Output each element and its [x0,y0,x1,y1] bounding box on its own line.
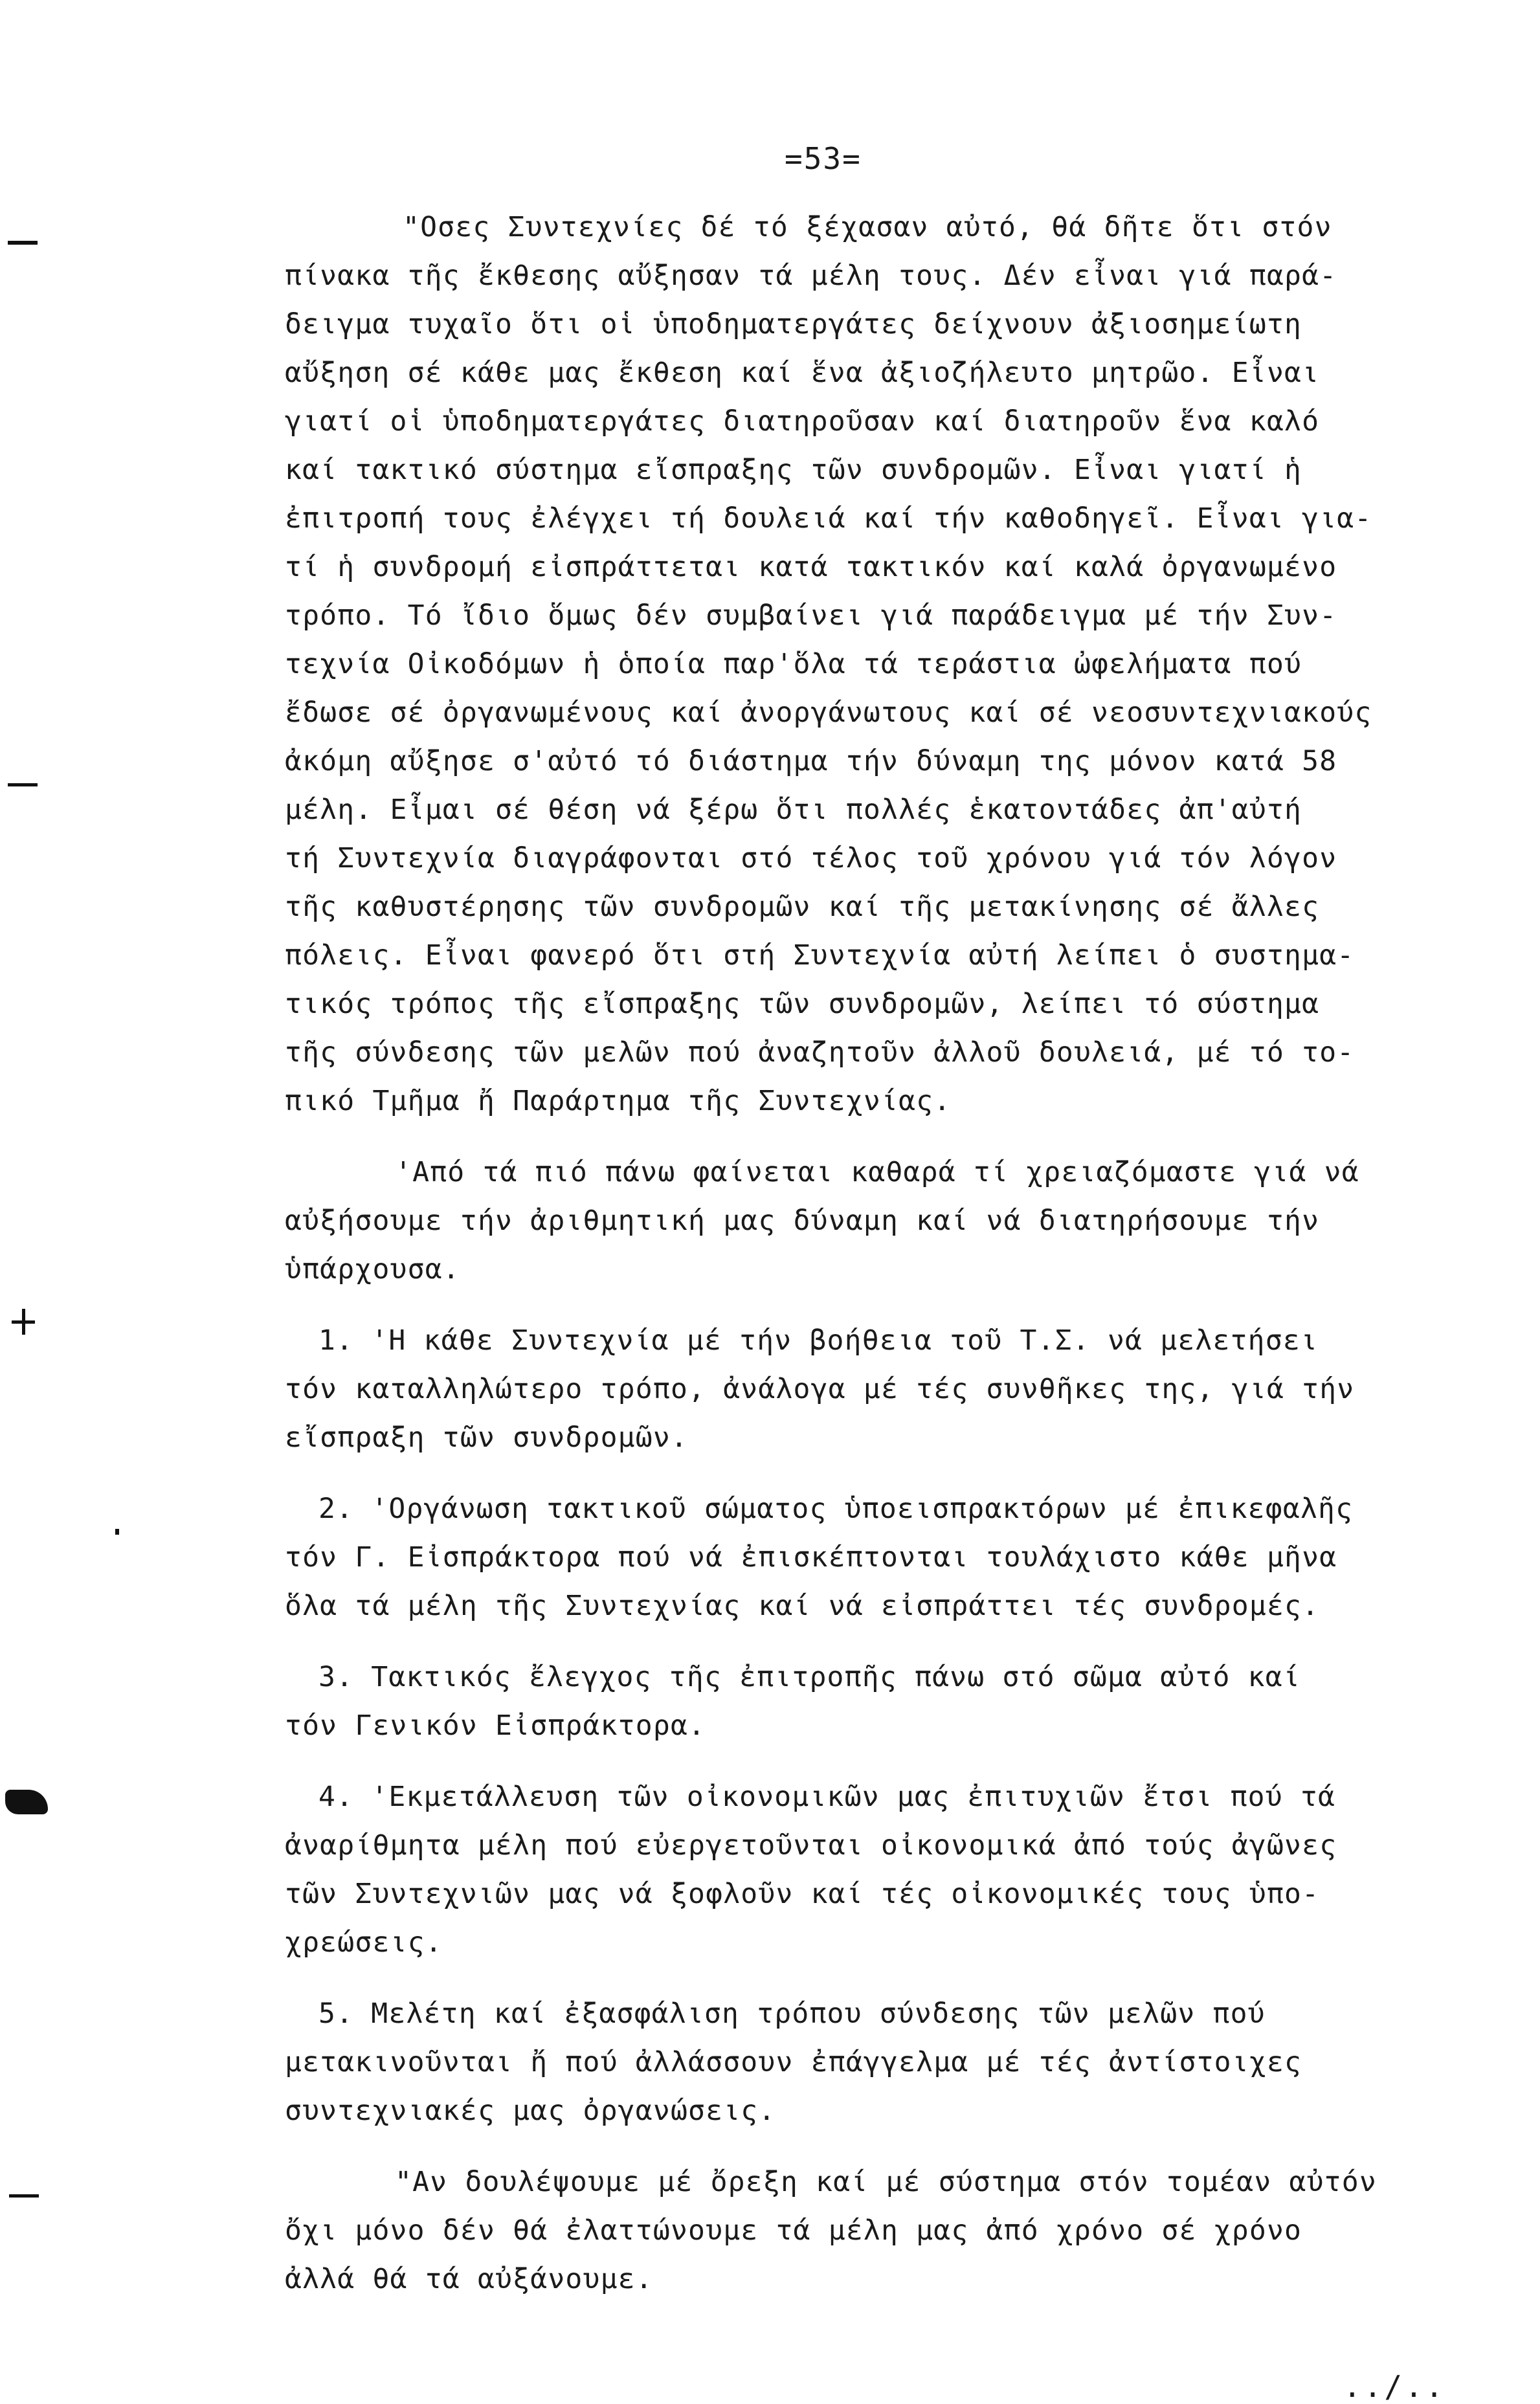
margin-mark [9,2194,39,2198]
text-line: αὔξηση σέ κάθε μας ἔκθεση καί ἕνα ἀξιοζήλευτο μητρῶο. Εἶναι [285,357,1320,389]
text-line: μέλη. Εἶμαι σέ θέση νά ξέρω ὅτι πολλές ἑκατοντάδες ἀπ'αὐτή [285,794,1302,826]
text-line: αὐξήσουμε τήν ἀριθμητική μας δύναμη καί νά διατηρήσουμε τήν [285,1205,1320,1237]
list-item-line: τόν Γ. Εἰσπράκτορα πού νά ἐπισκέπτονται τουλάχιστο κάθε μῆνα [285,1541,1337,1574]
list-item-line: εἴσπραξη τῶν συνδρομῶν. [285,1421,689,1454]
margin-mark [115,1529,119,1535]
text-line: καί τακτικό σύστημα εἴσπραξης τῶν συνδρομῶν. Εἶναι γιατί ἡ [285,454,1302,486]
text-line: ἐπιτροπή τους ἐλέγχει τή δουλειά καί τήν καθοδηγεῖ. Εἶναι για- [285,502,1372,535]
text-line: ἀκόμη αὔξησε σ'αὐτό τό διάστημα τήν δύναμη της μόνον κατά 58 [285,745,1337,777]
text-line: τί ἡ συνδρομή εἰσπράττεται κατά τακτικόν καί καλά ὀργανωμένο [285,551,1337,583]
text-line: 'Από τά πιό πάνω φαίνεται καθαρά τί χρειαζόμαστε γιά νά [395,1156,1359,1188]
margin-mark [8,783,38,786]
list-item-line: χρεώσεις. [285,1926,443,1959]
text-line: τῆς καθυστέρησης τῶν συνδρομῶν καί τῆς μετακίνησης σέ ἄλλες [285,891,1320,923]
list-item-line: 4. 'Εκμετάλλευση τῶν οἰκονομικῶν μας ἐπιτυχιῶν ἔτσι πού τά [318,1781,1336,1813]
text-line: τικός τρόπος τῆς εἴσπραξης τῶν συνδρομῶν, λείπει τό σύστημα [285,988,1320,1020]
list-item-line: 5. Μελέτη καί ἐξασφάλιση τρόπου σύνδεσης τῶν μελῶν πού [318,1998,1266,2030]
text-line: "Αν δουλέψουμε μέ ὄρεξη καί μέ σύστημα στόν τομέαν αὐτόν [395,2166,1377,2198]
text-line: ἔδωσε σέ ὀργανωμένους καί ἀνοργάνωτους καί σέ νεοσυντεχνιακούς [285,696,1372,729]
list-item-line: τόν καταλληλώτερο τρόπο, ἀνάλογα μέ τές συνθῆκες της, γιά τήν [285,1373,1355,1405]
continuation-mark: ../.. [1343,2369,1446,2404]
text-line: πίνακα τῆς ἔκθεσης αὔξησαν τά μέλη τους. Δέν εἶναι γιά παρά- [285,260,1337,292]
list-item-line: 3. Τακτικός ἔλεγχος τῆς ἐπιτροπῆς πάνω στό σῶμα αὐτό καί [318,1661,1300,1693]
text-line: ὄχι μόνο δέν θά ἐλαττώνουμε τά μέλη μας ἀπό χρόνο σέ χρόνο [285,2214,1302,2247]
list-item-line: ὅλα τά μέλη τῆς Συντεχνίας καί νά εἰσπράττει τές συνδρομές. [285,1590,1320,1622]
text-line: τῆς σύνδεσης τῶν μελῶν πού ἀναζητοῦν ἀλλοῦ δουλειά, μέ τό το- [285,1036,1355,1069]
list-item-line: ἀναρίθμητα μέλη πού εὐεργετοῦνται οἰκονομικά ἀπό τούς ἀγῶνες [285,1829,1337,1862]
text-line: πόλεις. Εἶναι φανερό ὅτι στή Συντεχνία αὐτή λείπει ὁ συστημα- [285,939,1355,972]
text-line: πικό Τμῆμα ἤ Παράρτημα τῆς Συντεχνίας. [285,1085,952,1117]
text-line: τεχνία Οἰκοδόμων ἡ ὁποία παρ'ὅλα τά τεράστια ὠφελήματα πού [285,648,1302,680]
list-item-line: τόν Γενικόν Εἰσπράκτορα. [285,1709,706,1742]
list-item-line: μετακινοῦνται ἤ πού ἀλλάσσουν ἐπάγγελμα μέ τές ἀντίστοιχες [285,2046,1302,2078]
margin-mark [5,1790,48,1814]
page-number: =53= [785,141,862,176]
list-item-line: 2. 'Οργάνωση τακτικοῦ σώματος ὑποεισπρακτόρων μέ ἐπικεφαλῆς [318,1493,1354,1525]
text-line: "Οσες Συντεχνίες δέ τό ξέχασαν αὐτό, θά δῆτε ὅτι στόν [403,211,1332,243]
text-line: δειγμα τυχαῖο ὅτι οἱ ὑποδηματεργάτες δείχνουν ἀξιοσημείωτη [285,308,1302,340]
text-line: τρόπο. Τό ἴδιο ὅμως δέν συμβαίνει γιά παράδειγμα μέ τήν Συν- [285,599,1337,632]
margin-mark [22,1309,25,1335]
list-item-line: τῶν Συντεχνιῶν μας νά ξοφλοῦν καί τές οἰκονομικές τους ὑπο- [285,1878,1320,1910]
list-item-line: συντεχνιακές μας ὀργανώσεις. [285,2095,776,2127]
text-line: ὑπάρχουσα. [285,1253,460,1285]
text-line: γιατί οἱ ὑποδηματεργάτες διατηροῦσαν καί διατηροῦν ἕνα καλό [285,405,1320,438]
text-line: ἀλλά θά τά αὐξάνουμε. [285,2263,653,2295]
list-item-line: 1. 'Η κάθε Συντεχνία μέ τήν βοήθεια τοῦ Τ.Σ. νά μελετήσει [318,1324,1319,1357]
text-line: τή Συντεχνία διαγράφονται στό τέλος τοῦ χρόνου γιά τόν λόγον [285,842,1337,874]
margin-mark [8,241,38,245]
